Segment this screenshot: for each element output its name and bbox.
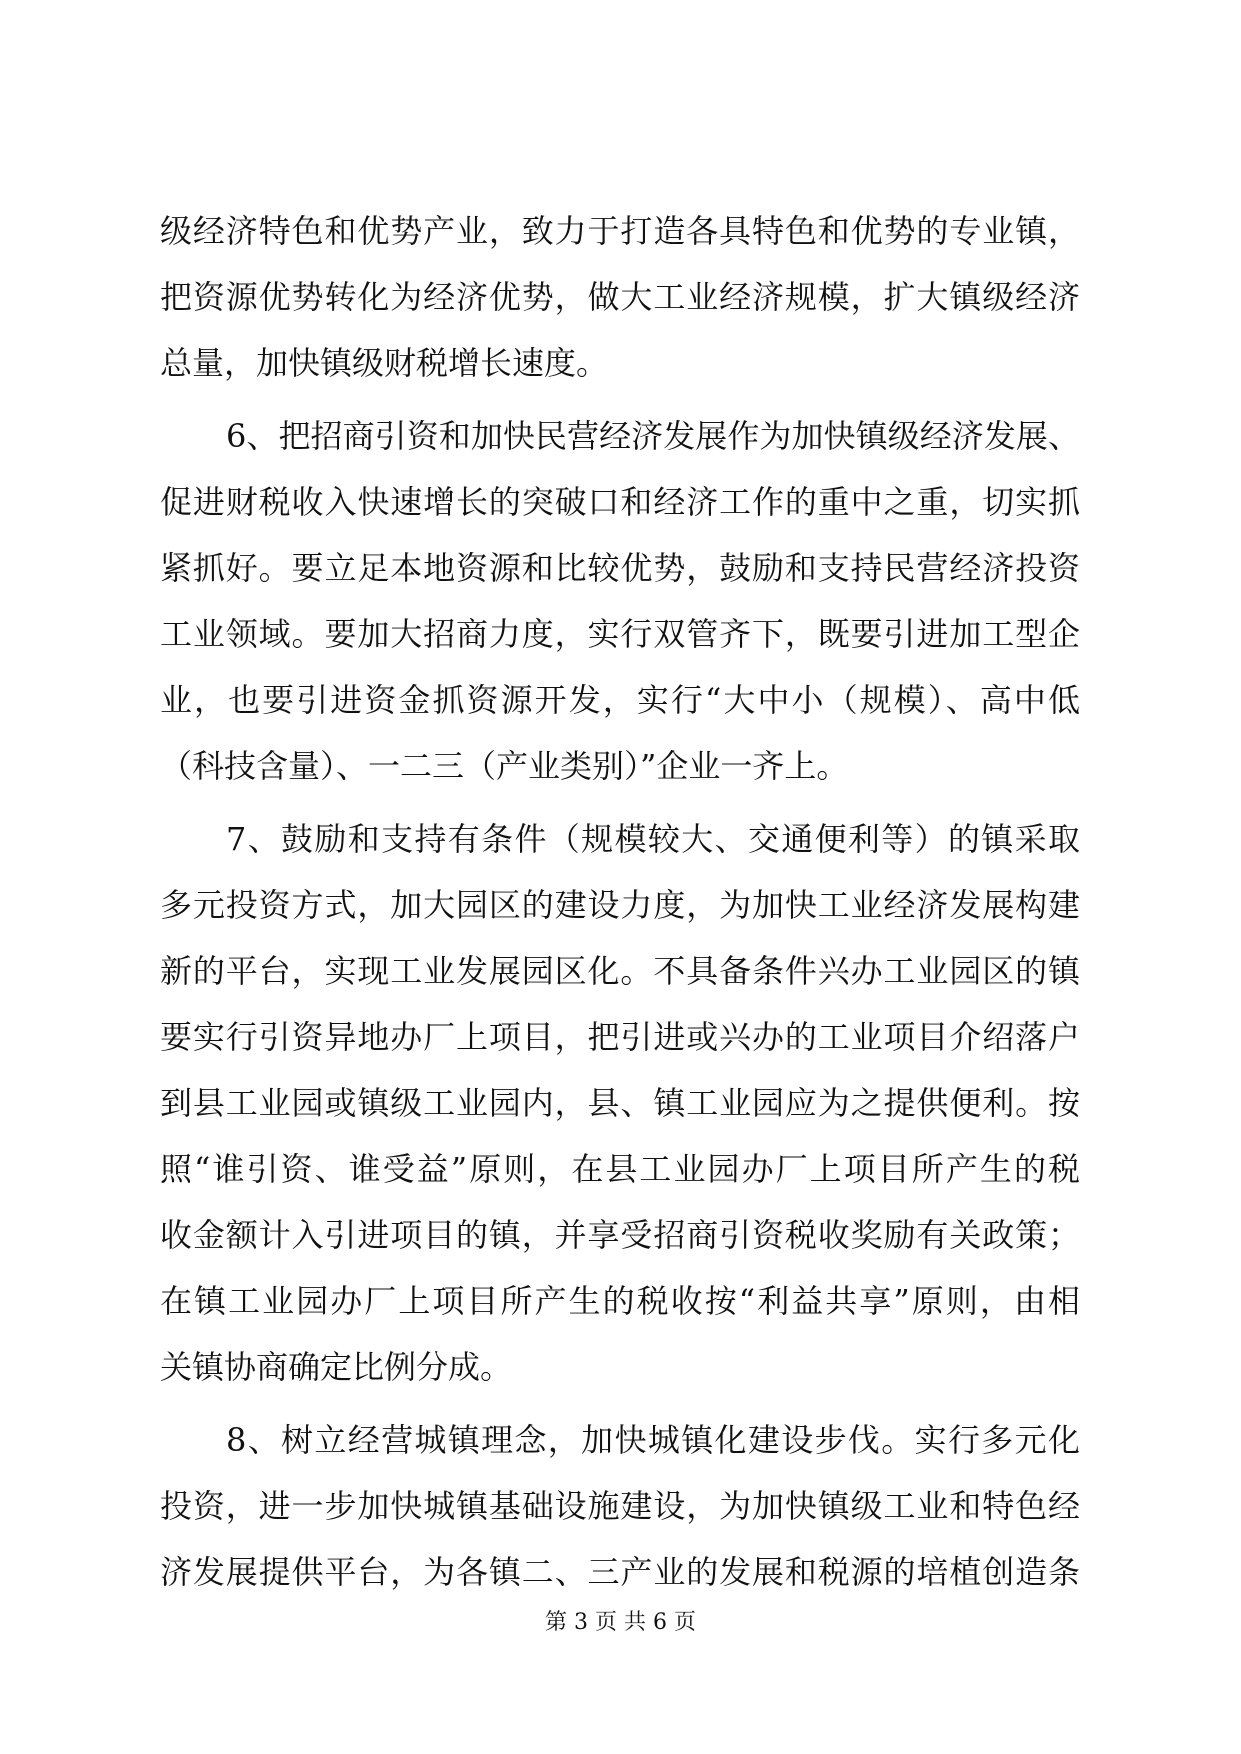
text-line-3: 总量，加快镇级财税增长速度。	[160, 344, 609, 382]
paragraph-7-first-line: 7、鼓励和支持有条件（规模较大、交通便利等）的镇采取	[226, 820, 1080, 858]
paragraph-8-first-line: 8、树立经营城镇理念，加快城镇化建设步伐。实行多元化	[226, 1421, 1080, 1459]
text-line-13: 要实行引资异地办厂上项目，把引进或兴办的工业项目介绍落户	[160, 1018, 1080, 1056]
text-line-16: 收金额计入引进项目的镇，并享受招商引资税收奖励有关政策；	[160, 1216, 1080, 1254]
text-line-18: 关镇协商确定比例分成。	[160, 1348, 513, 1386]
text-line-2: 把资源优势转化为经济优势，做大工业经济规模，扩大镇级经济	[160, 278, 1080, 316]
text-line-15: 照“谁引资、谁受益”原则，在县工业园办厂上项目所产生的税	[160, 1150, 1080, 1188]
text-line-6: 紧抓好。要立足本地资源和比较优势，鼓励和支持民营经济投资	[160, 549, 1080, 587]
text-line-9: （科技含量）、一二三（产业类别）”企业一齐上。	[160, 747, 849, 785]
paragraph-6-first-line: 6、把招商引资和加快民营经济发展作为加快镇级经济发展、	[226, 417, 1080, 455]
page-number-footer: 第 3 页 共 6 页	[545, 1610, 696, 1635]
text-line-11: 多元投资方式，加大园区的建设力度，为加快工业经济发展构建	[160, 886, 1080, 924]
text-line-12: 新的平台，实现工业发展园区化。不具备条件兴办工业园区的镇	[160, 952, 1080, 990]
text-line-5: 促进财税收入快速增长的突破口和经济工作的重中之重，切实抓	[160, 483, 1080, 521]
text-line-20: 投资，进一步加快城镇基础设施建设，为加快镇级工业和特色经	[160, 1487, 1080, 1525]
text-line-7: 工业领域。要加大招商力度，实行双管齐下，既要引进加工型企	[160, 615, 1080, 653]
text-line-8: 业，也要引进资金抓资源开发，实行“大中小（规模）、高中低	[160, 681, 1080, 719]
text-line-14: 到县工业园或镇级工业园内，县、镇工业园应为之提供便利。按	[160, 1084, 1080, 1122]
text-line-1: 级经济特色和优势产业，致力于打造各具特色和优势的专业镇，	[160, 212, 1080, 250]
text-line-17: 在镇工业园办厂上项目所产生的税收按“利益共享”原则，由相	[160, 1282, 1080, 1320]
text-line-21: 济发展提供平台，为各镇二、三产业的发展和税源的培植创造条	[160, 1553, 1080, 1591]
